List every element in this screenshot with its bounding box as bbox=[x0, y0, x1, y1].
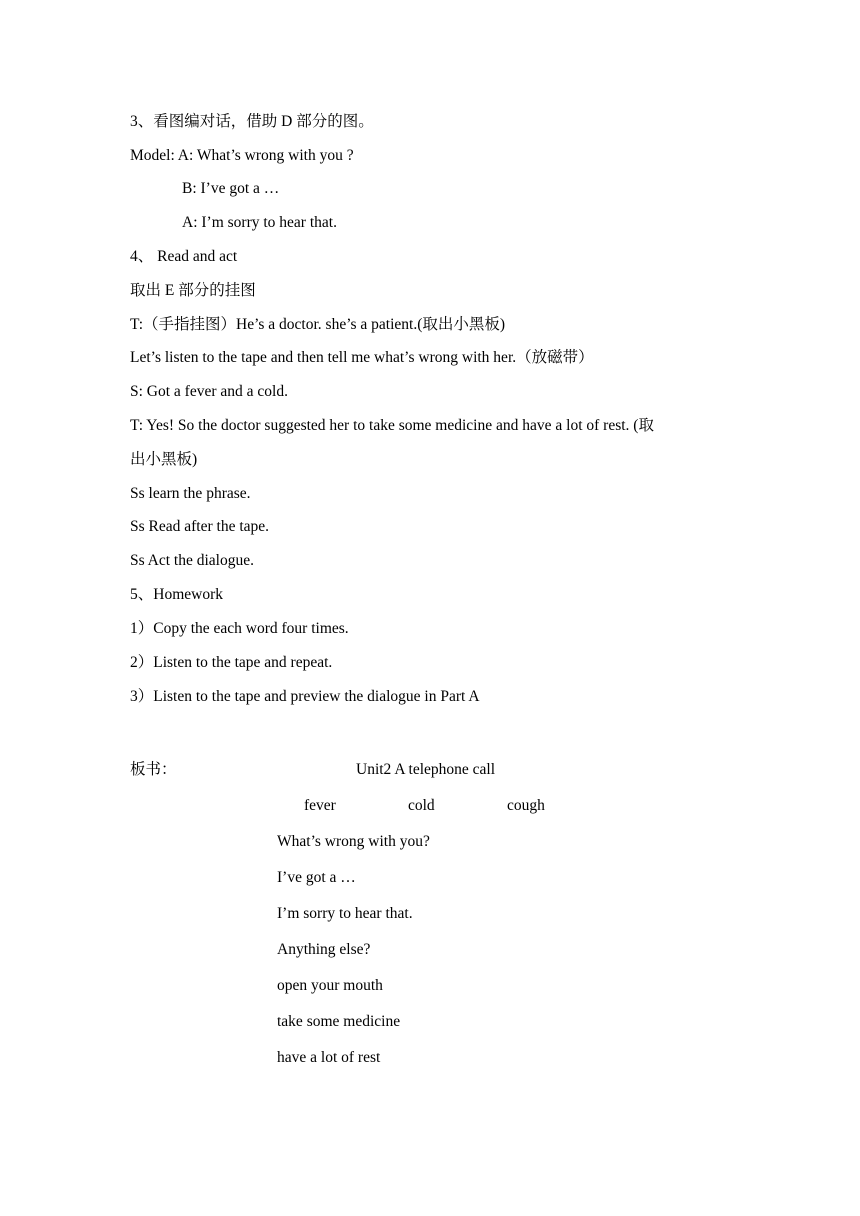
section-4-heading: 4、 Read and act bbox=[130, 248, 238, 265]
section-4-paragraph: Ss Act the dialogue. bbox=[130, 552, 254, 569]
board-line: I’m sorry to hear that. bbox=[277, 905, 413, 922]
board-word: fever bbox=[304, 797, 336, 814]
homework-item: 2）Listen to the tape and repeat. bbox=[130, 654, 333, 671]
board-line: open your mouth bbox=[277, 977, 383, 994]
board-line: What’s wrong with you? bbox=[277, 833, 430, 850]
section-4-paragraph: 出小黑板) bbox=[130, 451, 198, 468]
board-line: take some medicine bbox=[277, 1013, 401, 1030]
board-line: Anything else? bbox=[277, 941, 371, 958]
section-4-paragraph: 取出 E 部分的挂图 bbox=[130, 282, 256, 299]
model-line-b: B: I’ve got a … bbox=[182, 180, 280, 197]
board-word: cold bbox=[408, 797, 435, 814]
board-label: 板书： bbox=[130, 761, 177, 778]
homework-item: 1）Copy the each word four times. bbox=[130, 620, 349, 637]
section-4-paragraph: Ss learn the phrase. bbox=[130, 485, 251, 502]
section-4-paragraph: Let’s listen to the tape and then tell me what’s wrong with her.（放磁带） bbox=[130, 349, 594, 366]
homework-item: 3）Listen to the tape and preview the dialogue in Part A bbox=[130, 688, 480, 705]
board-word: cough bbox=[507, 797, 545, 814]
board-line: I’ve got a … bbox=[277, 869, 356, 886]
section-4-paragraph: T: Yes! So the doctor suggested her to take some medicine and have a lot of rest. (取 bbox=[130, 417, 654, 434]
section-4-paragraph: S: Got a fever and a cold. bbox=[130, 383, 288, 400]
model-line-a2: A: I’m sorry to hear that. bbox=[182, 214, 337, 231]
board-title: Unit2 A telephone call bbox=[356, 761, 496, 778]
section-4-paragraph: Ss Read after the tape. bbox=[130, 518, 270, 535]
model-line-a1: Model: A: What’s wrong with you ? bbox=[130, 147, 354, 164]
section-3-heading: 3、看图编对话，借助 D 部分的图。 bbox=[130, 113, 374, 130]
section-5-heading: 5、Homework bbox=[130, 586, 223, 603]
board-line: have a lot of rest bbox=[277, 1049, 381, 1066]
section-4-paragraph: T:（手指挂图）He’s a doctor. she’s a patient.(取出小黑板) bbox=[130, 316, 506, 333]
